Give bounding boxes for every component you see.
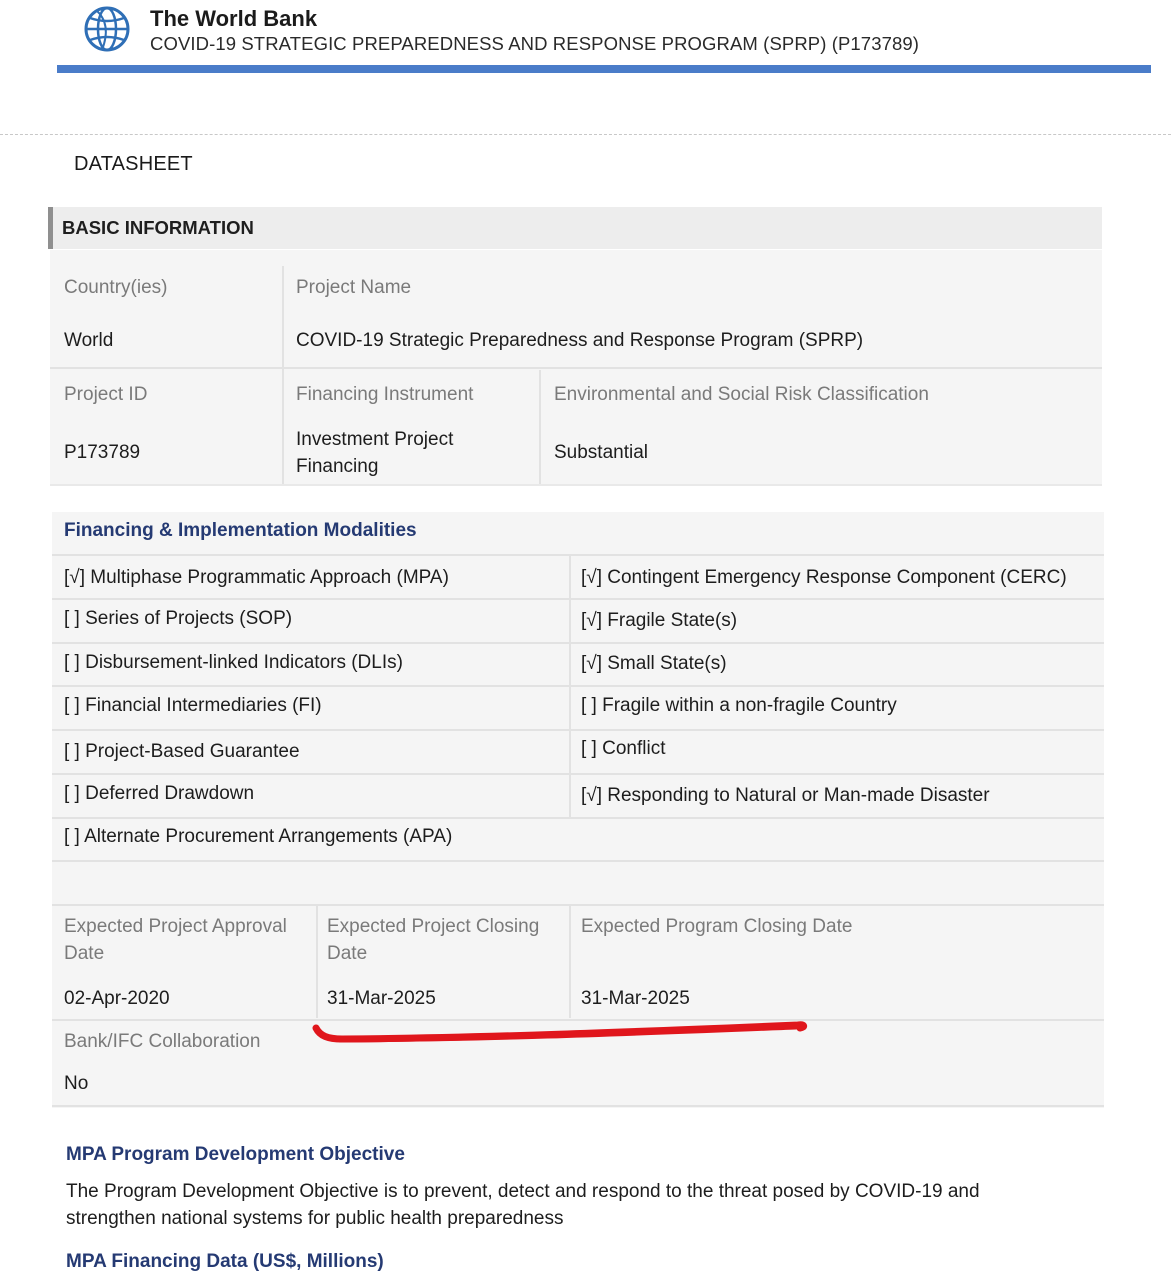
org-name: The World Bank	[150, 6, 318, 31]
divider	[50, 484, 1102, 486]
divider	[52, 554, 1104, 556]
country-label: Country(ies)	[64, 277, 168, 298]
header-rule	[57, 65, 1151, 73]
red-underline-annotation	[300, 1012, 820, 1052]
world-bank-globe-logo	[82, 4, 132, 54]
modality-guarantee: [ ] Project-Based Guarantee	[64, 741, 300, 762]
financing-instrument-label: Financing Instrument	[296, 384, 474, 405]
program-closing-value: 31-Mar-2025	[581, 988, 690, 1009]
collaboration-value: No	[64, 1073, 89, 1094]
datasheet-heading: DATASHEET	[74, 153, 193, 175]
project-closing-label: Expected Project Closing	[327, 916, 540, 937]
divider	[569, 556, 571, 818]
country-value: World	[64, 330, 114, 351]
divider	[52, 860, 1104, 862]
divider	[52, 1105, 1104, 1107]
modality-disaster: [√] Responding to Natural or Man-made Disaster	[581, 785, 990, 806]
modality-mpa: [√] Multiphase Programmatic Approach (MPA)	[64, 567, 449, 588]
divider	[50, 367, 1102, 369]
modality-fragile-state: [√] Fragile State(s)	[581, 610, 738, 631]
modalities-title: Financing & Implementation Modalities	[64, 520, 417, 541]
collaboration-label: Bank/IFC Collaboration	[64, 1031, 261, 1052]
project-name-value: COVID-19 Strategic Preparedness and Response Program (SPRP)	[296, 330, 864, 351]
objective-title: MPA Program Development Objective	[66, 1144, 405, 1165]
modality-conflict: [ ] Conflict	[581, 738, 666, 759]
divider	[316, 906, 318, 1018]
financing-data-title: MPA Financing Data (US$, Millions)	[66, 1251, 384, 1272]
divider	[52, 817, 1104, 819]
approval-date-value: 02-Apr-2020	[64, 988, 170, 1009]
divider	[52, 773, 1104, 775]
divider	[52, 642, 1104, 644]
modality-dlis: [ ] Disbursement-linked Indicators (DLIs)	[64, 652, 403, 673]
financing-instrument-value: Investment Project	[296, 429, 454, 450]
divider	[569, 906, 571, 1018]
divider	[52, 904, 1104, 906]
program-closing-label: Expected Program Closing Date	[581, 916, 853, 937]
approval-date-label: Date	[64, 943, 105, 964]
project-closing-label: Date	[327, 943, 368, 964]
modality-cerc: [√] Contingent Emergency Response Component (CERC)	[581, 567, 1067, 588]
modality-fragile-within: [ ] Fragile within a non-fragile Country	[581, 695, 897, 716]
project-name-label: Project Name	[296, 277, 412, 298]
objective-text-line-2: strengthen national systems for public health preparedness	[66, 1208, 564, 1229]
modality-apa: [ ] Alternate Procurement Arrangements (APA)	[64, 826, 453, 847]
modality-sop: [ ] Series of Projects (SOP)	[64, 608, 293, 629]
page-break-divider	[0, 134, 1171, 135]
modality-deferred-drawdown: [ ] Deferred Drawdown	[64, 783, 255, 804]
project-id-value: P173789	[64, 442, 141, 463]
project-closing-value: 31-Mar-2025	[327, 988, 436, 1009]
modality-fi: [ ] Financial Intermediaries (FI)	[64, 695, 322, 716]
project-id-label: Project ID	[64, 384, 148, 405]
financing-instrument-value: Financing	[296, 456, 379, 477]
divider	[52, 729, 1104, 731]
modality-small-state: [√] Small State(s)	[581, 653, 727, 674]
es-risk-value: Substantial	[554, 442, 649, 463]
divider	[282, 266, 284, 486]
divider	[52, 598, 1104, 600]
approval-date-label: Expected Project Approval	[64, 916, 287, 937]
basic-information-title: BASIC INFORMATION	[62, 217, 254, 238]
es-risk-label: Environmental and Social Risk Classification	[554, 384, 929, 405]
objective-text-line-1: The Program Development Objective is to prevent, detect and respond to the threat posed by COVID-19 and	[66, 1181, 980, 1202]
divider	[52, 685, 1104, 687]
divider	[539, 370, 541, 486]
program-title: COVID-19 STRATEGIC PREPAREDNESS AND RESPONSE PROGRAM (SPRP) (P173789)	[150, 33, 920, 54]
